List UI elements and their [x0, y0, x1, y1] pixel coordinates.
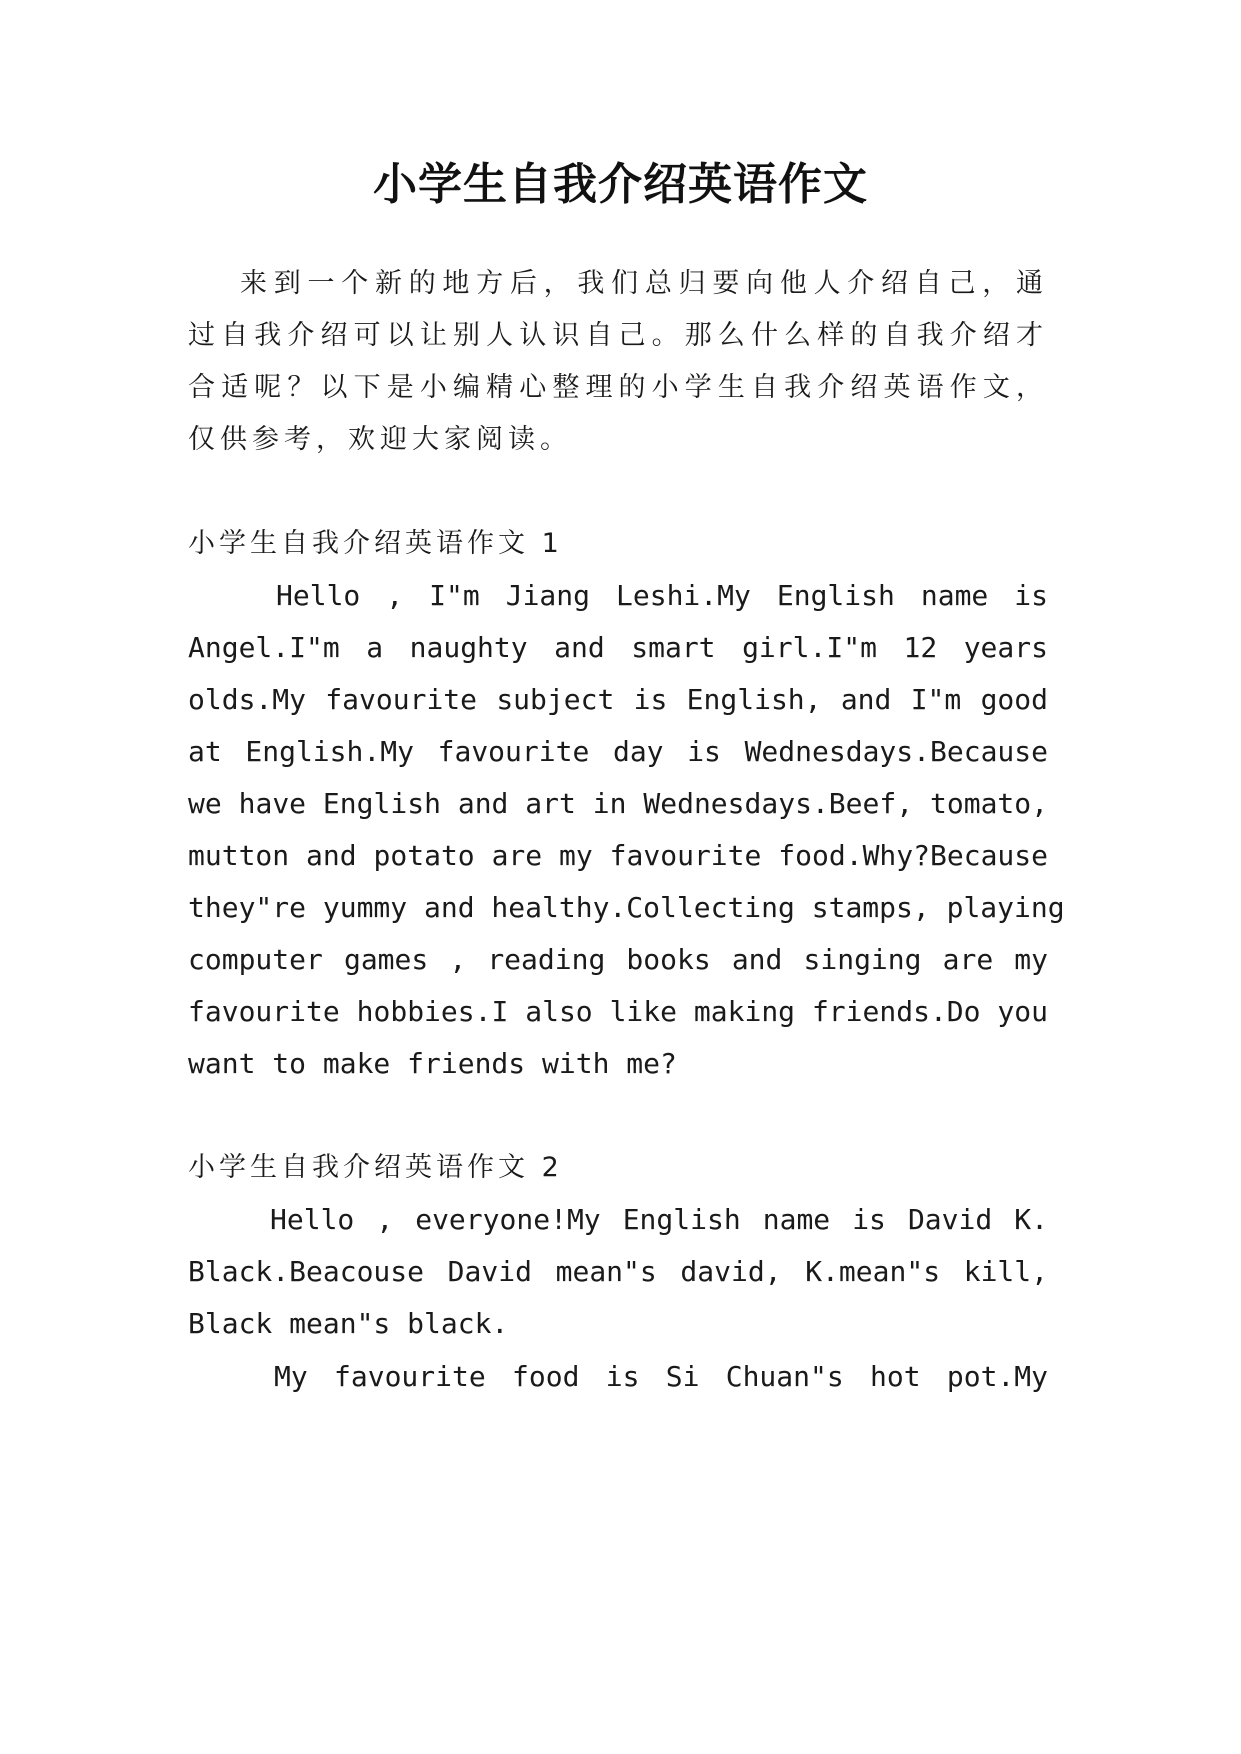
intro-line: 合适呢？以下是小编精心整理的小学生自我介绍英语作文，: [188, 372, 1048, 403]
intro-line: 来到一个新的地方后，我们总归要向他人介绍自己，通: [240, 268, 1048, 299]
section-heading: 小学生自我介绍英语作文 1: [188, 528, 563, 559]
body-line: My favourite food is Si Chuan"s hot pot.My: [274, 1360, 1048, 1393]
body-line: Hello , I"m Jiang Leshi.My English name is: [276, 579, 1048, 612]
body-line: want to make friends with me?: [188, 1047, 677, 1080]
body-line: we have English and art in Wednesdays.Beef, tomato,: [188, 787, 1048, 820]
body-line: computer games , reading books and singing are my: [188, 943, 1048, 976]
section-heading: 小学生自我介绍英语作文 2: [188, 1152, 563, 1183]
body-line: they"re yummy and healthy.Collecting stamps, playing: [188, 891, 1065, 924]
intro-line: 仅供参考，欢迎大家阅读。: [188, 424, 572, 455]
body-line: Black mean"s black.: [188, 1307, 509, 1340]
body-line: Black.Beacouse David mean"s david, K.mean"s kill,: [188, 1255, 1048, 1288]
body-line: Hello , everyone!My English name is David K.: [270, 1203, 1048, 1236]
body-line: Angel.I"m a naughty and smart girl.I"m 12 years: [188, 631, 1048, 664]
intro-line: 过自我介绍可以让别人认识自己。那么什么样的自我介绍才: [188, 320, 1048, 351]
body-line: at English.My favourite day is Wednesdays.Because: [188, 735, 1048, 768]
body-line: favourite hobbies.I also like making friends.Do you: [188, 995, 1048, 1028]
body-line: olds.My favourite subject is English, and I"m good: [188, 683, 1048, 716]
page-title: 小学生自我介绍英语作文: [373, 159, 868, 210]
body-line: mutton and potato are my favourite food.Why?Because: [188, 839, 1048, 872]
